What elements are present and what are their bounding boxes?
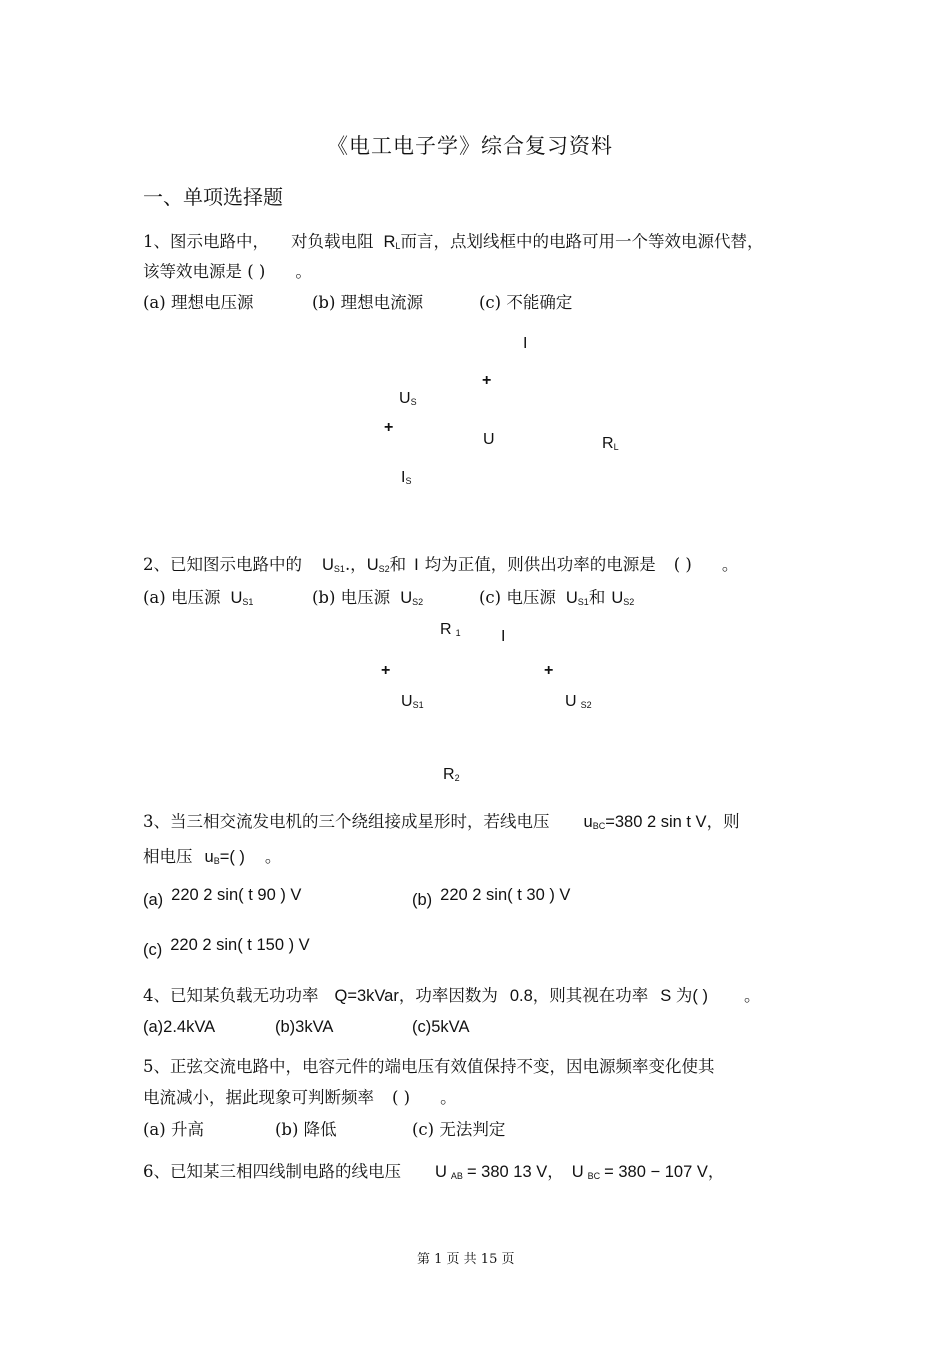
q2-option-c: (c) 电压源 $U_{S1}$和 $U_{S2}$ [479, 588, 635, 607]
fig2-us2-label: U $_{S2}$ [565, 693, 592, 710]
question-4-line: 4、已知某负载无功功率 Q=3kVar，功率因数为 0.8，则其视在功率 S 为( ) 。 [143, 986, 761, 1005]
fig1-us-label: $U_S$ [399, 390, 417, 407]
q2-option-b: (b) 电压源 $U_{S2}$ [312, 588, 424, 607]
fig1-plus-lower: + [384, 419, 394, 436]
question-1-line-1 [143, 228, 763, 252]
fig1-voltage-label: U [483, 431, 495, 448]
q1-text-c: 而言，点划线框中的电路可用一个等效电源代替， [400, 232, 764, 251]
fig2-us1-label: $U_{S1}$ [401, 693, 424, 710]
q4-option-c: (c)5kVA [412, 1018, 470, 1036]
q2-option-a: (a) 电压源 $U_{S1}$ [143, 588, 254, 607]
question-5-line-2: 电流减小，据此现象可判断频率 ( ) 。 [143, 1088, 457, 1107]
question-5-line-1: 5、正弦交流电路中，电容元件的端电压有效值保持不变，因电源频率变化使其 [143, 1057, 715, 1076]
question-1-line-2 [143, 258, 312, 282]
fig2-r1-label: R $_1$ [440, 621, 461, 638]
page-footer: 第 1 页 共 15 页 [417, 1252, 515, 1267]
question-3-line-1: 3、当三相交流发电机的三个绕组接成星形时，若线电压 $u_{BC}=380$ 2 sin t V，则 [143, 812, 740, 831]
question-3-line-2: 相电压 $u_B=$( ) 。 [143, 847, 282, 866]
q1-r-symbol: R [383, 233, 396, 251]
q3-option-a: (a) 220 2 sin( t 90 ) V [143, 886, 302, 909]
q3-option-c: (c) 220 2 sin( t 150 ) V [143, 936, 310, 959]
q1-option-c: (c) 不能确定 [479, 293, 573, 312]
fig2-current-label: I [501, 628, 506, 645]
q1-text-a: 1、图示电路中， [143, 232, 269, 251]
q1-r-subscript: L [395, 241, 401, 251]
fig2-plus-right: + [544, 662, 554, 679]
q2-answer-paren: ( ) [673, 555, 692, 574]
q5-option-b: (b) 降低 [275, 1120, 337, 1139]
q5-option-c: (c) 无法判定 [412, 1120, 506, 1139]
question-2-line-1: 2、已知图示电路中的 $U_{S1}$.，$U_{S2}$和 I 均为正值，则供出功率的电源是 ( ) 。 [143, 555, 739, 574]
fig1-plus-upper: + [482, 372, 492, 389]
section-heading: 一、单项选择题 [143, 185, 283, 209]
q4-option-b: (b)3kVA [275, 1018, 334, 1036]
fig2-plus-left: + [381, 662, 391, 679]
fig1-rl-label: $R_L$ [602, 435, 619, 452]
question-6-line: 6、已知某三相四线制电路的线电压 U $_{AB}$ = 380 13 V， U $_{BC}$ = 380 − 107 V， [143, 1162, 725, 1181]
q4-option-a: (a)2.4kVA [143, 1018, 216, 1036]
q1-option-a: (a) 理想电压源 [143, 293, 254, 312]
q3-option-b: (b) 220 2 sin( t 30 ) V [412, 886, 571, 909]
q1-text-b: 对负载电阻 [291, 232, 374, 251]
q1-option-b: (b) 理想电流源 [312, 293, 424, 312]
q5-option-a: (a) 升高 [143, 1120, 204, 1139]
fig2-r2-label: $R_2$ [443, 766, 460, 783]
q1-line-2-text: 该等效电源是 ( ) [143, 262, 266, 281]
q1-line-2-end: 。 [295, 262, 312, 281]
fig1-is-label: $I_S$ [401, 469, 412, 486]
fig1-current-label: I [523, 335, 528, 352]
page-title: 《电工电子学》综合复习资料 [327, 134, 613, 158]
